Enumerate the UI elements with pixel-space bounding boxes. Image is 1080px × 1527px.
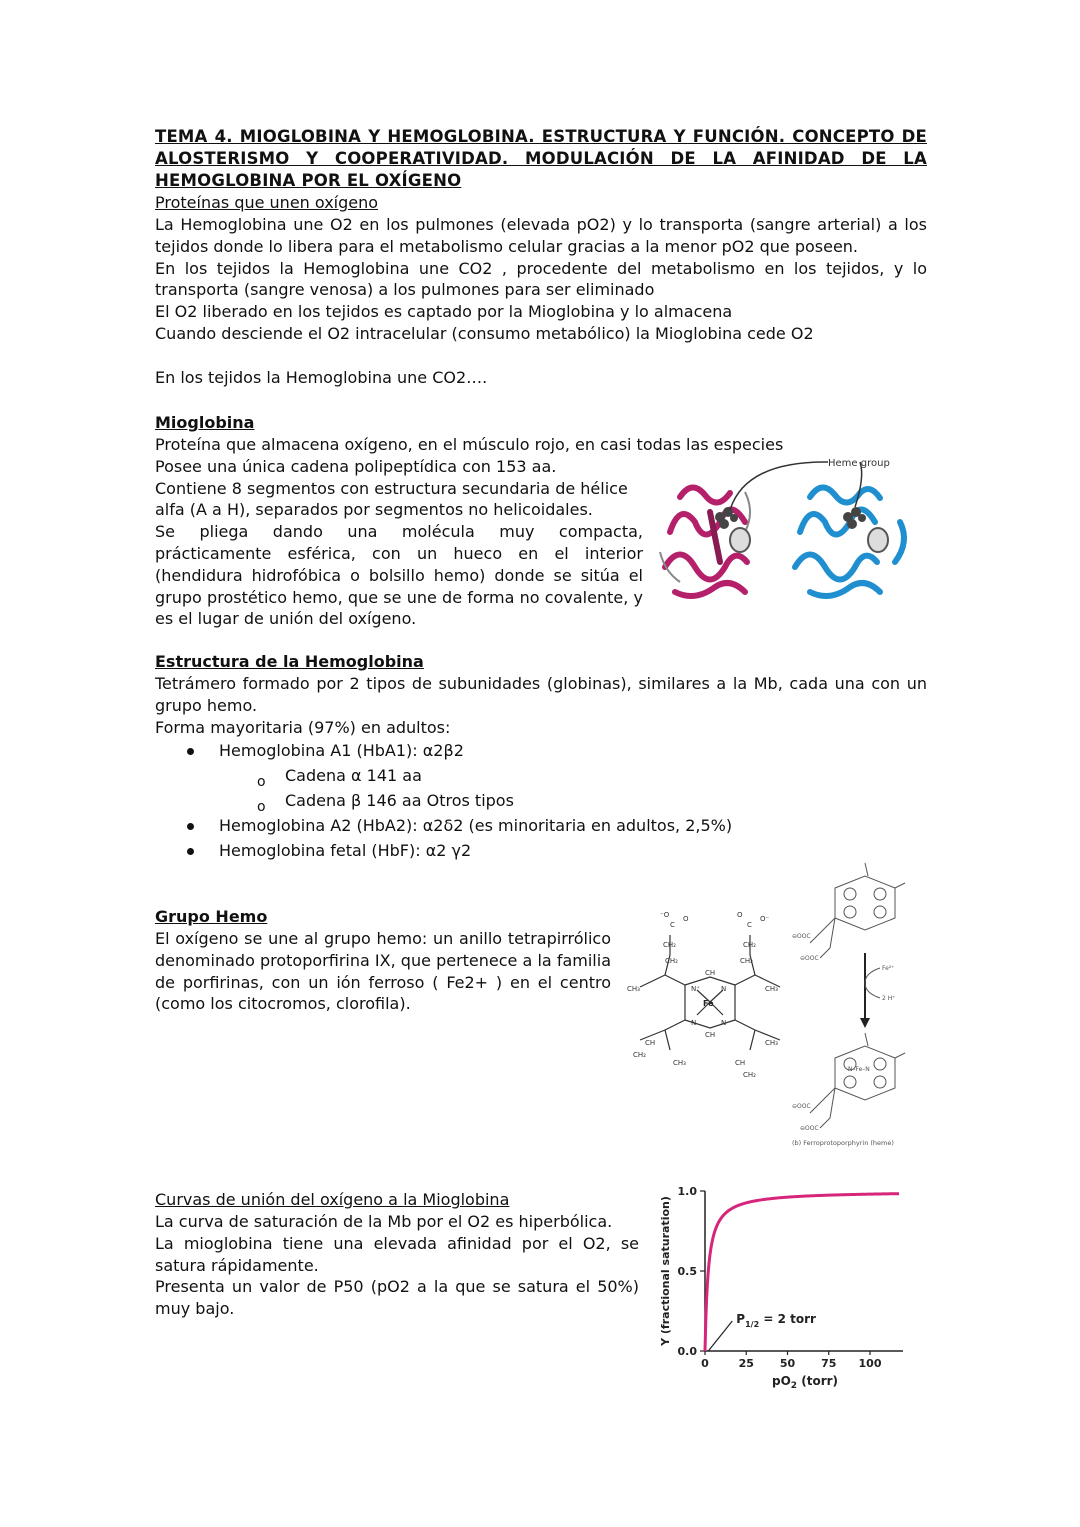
svg-text:CH₂: CH₂: [743, 941, 756, 949]
svg-text:⊖OOC: ⊖OOC: [800, 1125, 819, 1132]
annotation-pointer: [708, 1321, 732, 1351]
svg-text:N: N: [721, 985, 727, 993]
paragraph: Presenta un valor de P50 (pO2 a la que se satura el 50%) muy bajo.: [155, 1277, 639, 1319]
paragraph: Tetrámero formado por 2 tipos de subunidades (globinas), similares a la Mb, cada una con un grupo hemo.: [155, 674, 927, 715]
y-axis-label: Y (fractional saturation): [659, 1196, 672, 1346]
svg-text:⊖OOC: ⊖OOC: [792, 1103, 811, 1110]
y-tick-label: 0.5: [677, 1265, 697, 1278]
2h-label: 2 H⁺: [882, 995, 896, 1002]
myoglobin-structure-figure: [650, 452, 930, 612]
p50-annotation: [708, 1312, 816, 1351]
curvas-section: [155, 1189, 639, 1320]
heme-iron-insertion-diagram: [790, 858, 910, 1150]
x-axis-label: $pO_2$ (torr): [771, 1374, 839, 1391]
paragraph: Forma mayoritaria (97%) en adultos:: [155, 717, 451, 737]
svg-text:CH₃: CH₃: [673, 1059, 686, 1067]
bullet-icon: [187, 848, 194, 855]
paragraph: Contiene 8 segmentos con estructura secundaria de hélice alfa (A a H), separados por segmentos no helicoidales.: [155, 478, 628, 520]
section-heading-grupo-hemo: Grupo Hemo: [155, 907, 268, 926]
list-item: Hemoglobina A1 (HbA1): α2β2: [219, 738, 927, 763]
heme-structure-diagram: [625, 905, 800, 1085]
svg-text:⊖OOC: ⊖OOC: [800, 955, 819, 962]
circle-bullet-icon: o: [257, 799, 266, 816]
axes: [700, 1191, 903, 1355]
y-tick-label: 0.0: [677, 1345, 697, 1358]
svg-text:⊖OOC: ⊖OOC: [792, 933, 811, 940]
svg-text:N–Fe–N: N–Fe–N: [848, 1066, 870, 1073]
svg-text:CH: CH: [705, 1031, 716, 1039]
svg-text:CH: CH: [705, 969, 716, 977]
svg-text:CH₂: CH₂: [743, 1071, 756, 1079]
section-heading-hemoglobina: Estructura de la Hemoglobina: [155, 652, 424, 671]
paragraph: En los tejidos la Hemoglobina une CO2….: [155, 367, 488, 387]
document-page: [155, 126, 927, 389]
annotation-text: $P_{1/2} = 2$ torr: [736, 1312, 816, 1329]
svg-text:CH₃: CH₃: [627, 985, 640, 993]
x-tick-label: 0: [701, 1357, 709, 1370]
svg-text:CH₂: CH₂: [740, 957, 753, 965]
paragraph: La curva de saturación de la Mb por el O2 es hiperbólica.: [155, 1212, 613, 1231]
list-item: o Cadena β 146 aa Otros tipos: [285, 788, 927, 813]
hemoglobina-section: [155, 651, 927, 863]
bullet-icon: [187, 823, 194, 830]
section-heading-mioglobina: Mioglobina: [155, 413, 255, 432]
paragraph: Proteína que almacena oxígeno, en el músculo rojo, en casi todas las especies: [155, 435, 784, 454]
svg-text:CH₂: CH₂: [665, 957, 678, 965]
svg-text:CH₃: CH₃: [765, 1039, 778, 1047]
section-heading-curvas: Curvas de unión del oxígeno a la Mioglobina: [155, 1190, 510, 1209]
circle-bullet-icon: o: [257, 774, 266, 791]
list-item: Hemoglobina A2 (HbA2): α2δ2 (es minoritaria en adultos, 2,5%): [219, 813, 927, 838]
svg-text:C: C: [747, 921, 752, 929]
paragraph: La mioglobina tiene una elevada afinidad por el O2, se satura rápidamente.: [155, 1233, 639, 1275]
svg-text:CH: CH: [735, 1059, 746, 1067]
series-line: [705, 1194, 899, 1351]
svg-text:⁻O: ⁻O: [660, 911, 670, 919]
figure-caption: (b) Ferroprotoporphyrin (heme): [792, 1139, 894, 1147]
paragraph: Posee una única cadena polipeptídica con 153 aa.: [155, 456, 557, 476]
paragraph: Cuando desciende el O2 intracelular (consumo metabólico) la Mioglobina cede O2: [155, 323, 814, 343]
paragraph: La Hemoglobina une O2 en los pulmones (elevada pO2) y lo transporta (sangre arterial) a los tejidos donde lo libera para el metabolismo celular gracias a la menor pO2 que poseen.: [155, 215, 927, 256]
paragraph: El O2 liberado en los tejidos es captado por la Mioglobina y lo almacena: [155, 302, 733, 322]
grupo-hemo-section: [155, 906, 611, 1015]
oxygen-binding-chart: [655, 1175, 915, 1395]
svg-text:CH: CH: [645, 1039, 656, 1047]
svg-text:C: C: [670, 921, 675, 929]
fe2-label: Fe²⁺: [882, 965, 895, 972]
heme-group-label: Heme group: [828, 458, 890, 469]
svg-text:CH₂: CH₂: [633, 1051, 646, 1059]
svg-text:CH₃: CH₃: [765, 985, 778, 993]
svg-text:N⁺: N⁺: [691, 985, 700, 993]
x-tick-label: 75: [821, 1357, 837, 1370]
list-item: Hemoglobina fetal (HbF): α2 γ2: [219, 838, 927, 863]
paragraph: En los tejidos la Hemoglobina une CO2 , procedente del metabolismo en los tejidos, y lo transporta (sangre venosa) a los pulmones para ser eliminado: [155, 258, 927, 300]
x-tick-label: 50: [779, 1357, 796, 1370]
x-tick-label: 100: [858, 1357, 882, 1370]
bullet-icon: [187, 748, 194, 755]
x-tick-label: 25: [738, 1357, 754, 1370]
y-tick-label: 1.0: [677, 1185, 697, 1198]
svg-text:N: N: [721, 1019, 727, 1027]
hemoglobin-types-list: [219, 738, 927, 863]
svg-text:O: O: [683, 915, 689, 923]
svg-text:O: O: [737, 911, 743, 919]
paragraph: El oxígeno se une al grupo hemo: un anillo tetrapirrólico denominado protoporfirina IX, que pertenece a la familia de porfirinas, con un ión ferroso ( Fe2+ ) en el centro (como los citocromos, clorofila).: [155, 929, 611, 1014]
fe-label: Fe: [703, 999, 714, 1008]
list-item: o Cadena α 141 aa: [285, 763, 927, 788]
paragraph: Se pliega dando una molécula muy compacta, prácticamente esférica, con un hueco en el interior (hendidura hidrofóbica o bolsillo hemo) donde se sitúa el grupo prostético hemo, que se une de forma no covalente, y es el lugar de unión del oxígeno.: [155, 522, 643, 629]
svg-text:CH₂: CH₂: [663, 941, 676, 949]
svg-text:O⁻: O⁻: [760, 915, 770, 923]
section-heading-proteinas: Proteínas que unen oxígeno: [155, 193, 379, 212]
page-title: TEMA 4. MIOGLOBINA Y HEMOGLOBINA. ESTRUCTURA Y FUNCIÓN. CONCEPTO DE ALOSTERISMO Y COOPERATIVIDAD. MODULACIÓN DE LA AFINIDAD DE LA HEMOGLOBINA POR EL OXÍGENO: [155, 127, 927, 190]
svg-text:N: N: [691, 1019, 697, 1027]
